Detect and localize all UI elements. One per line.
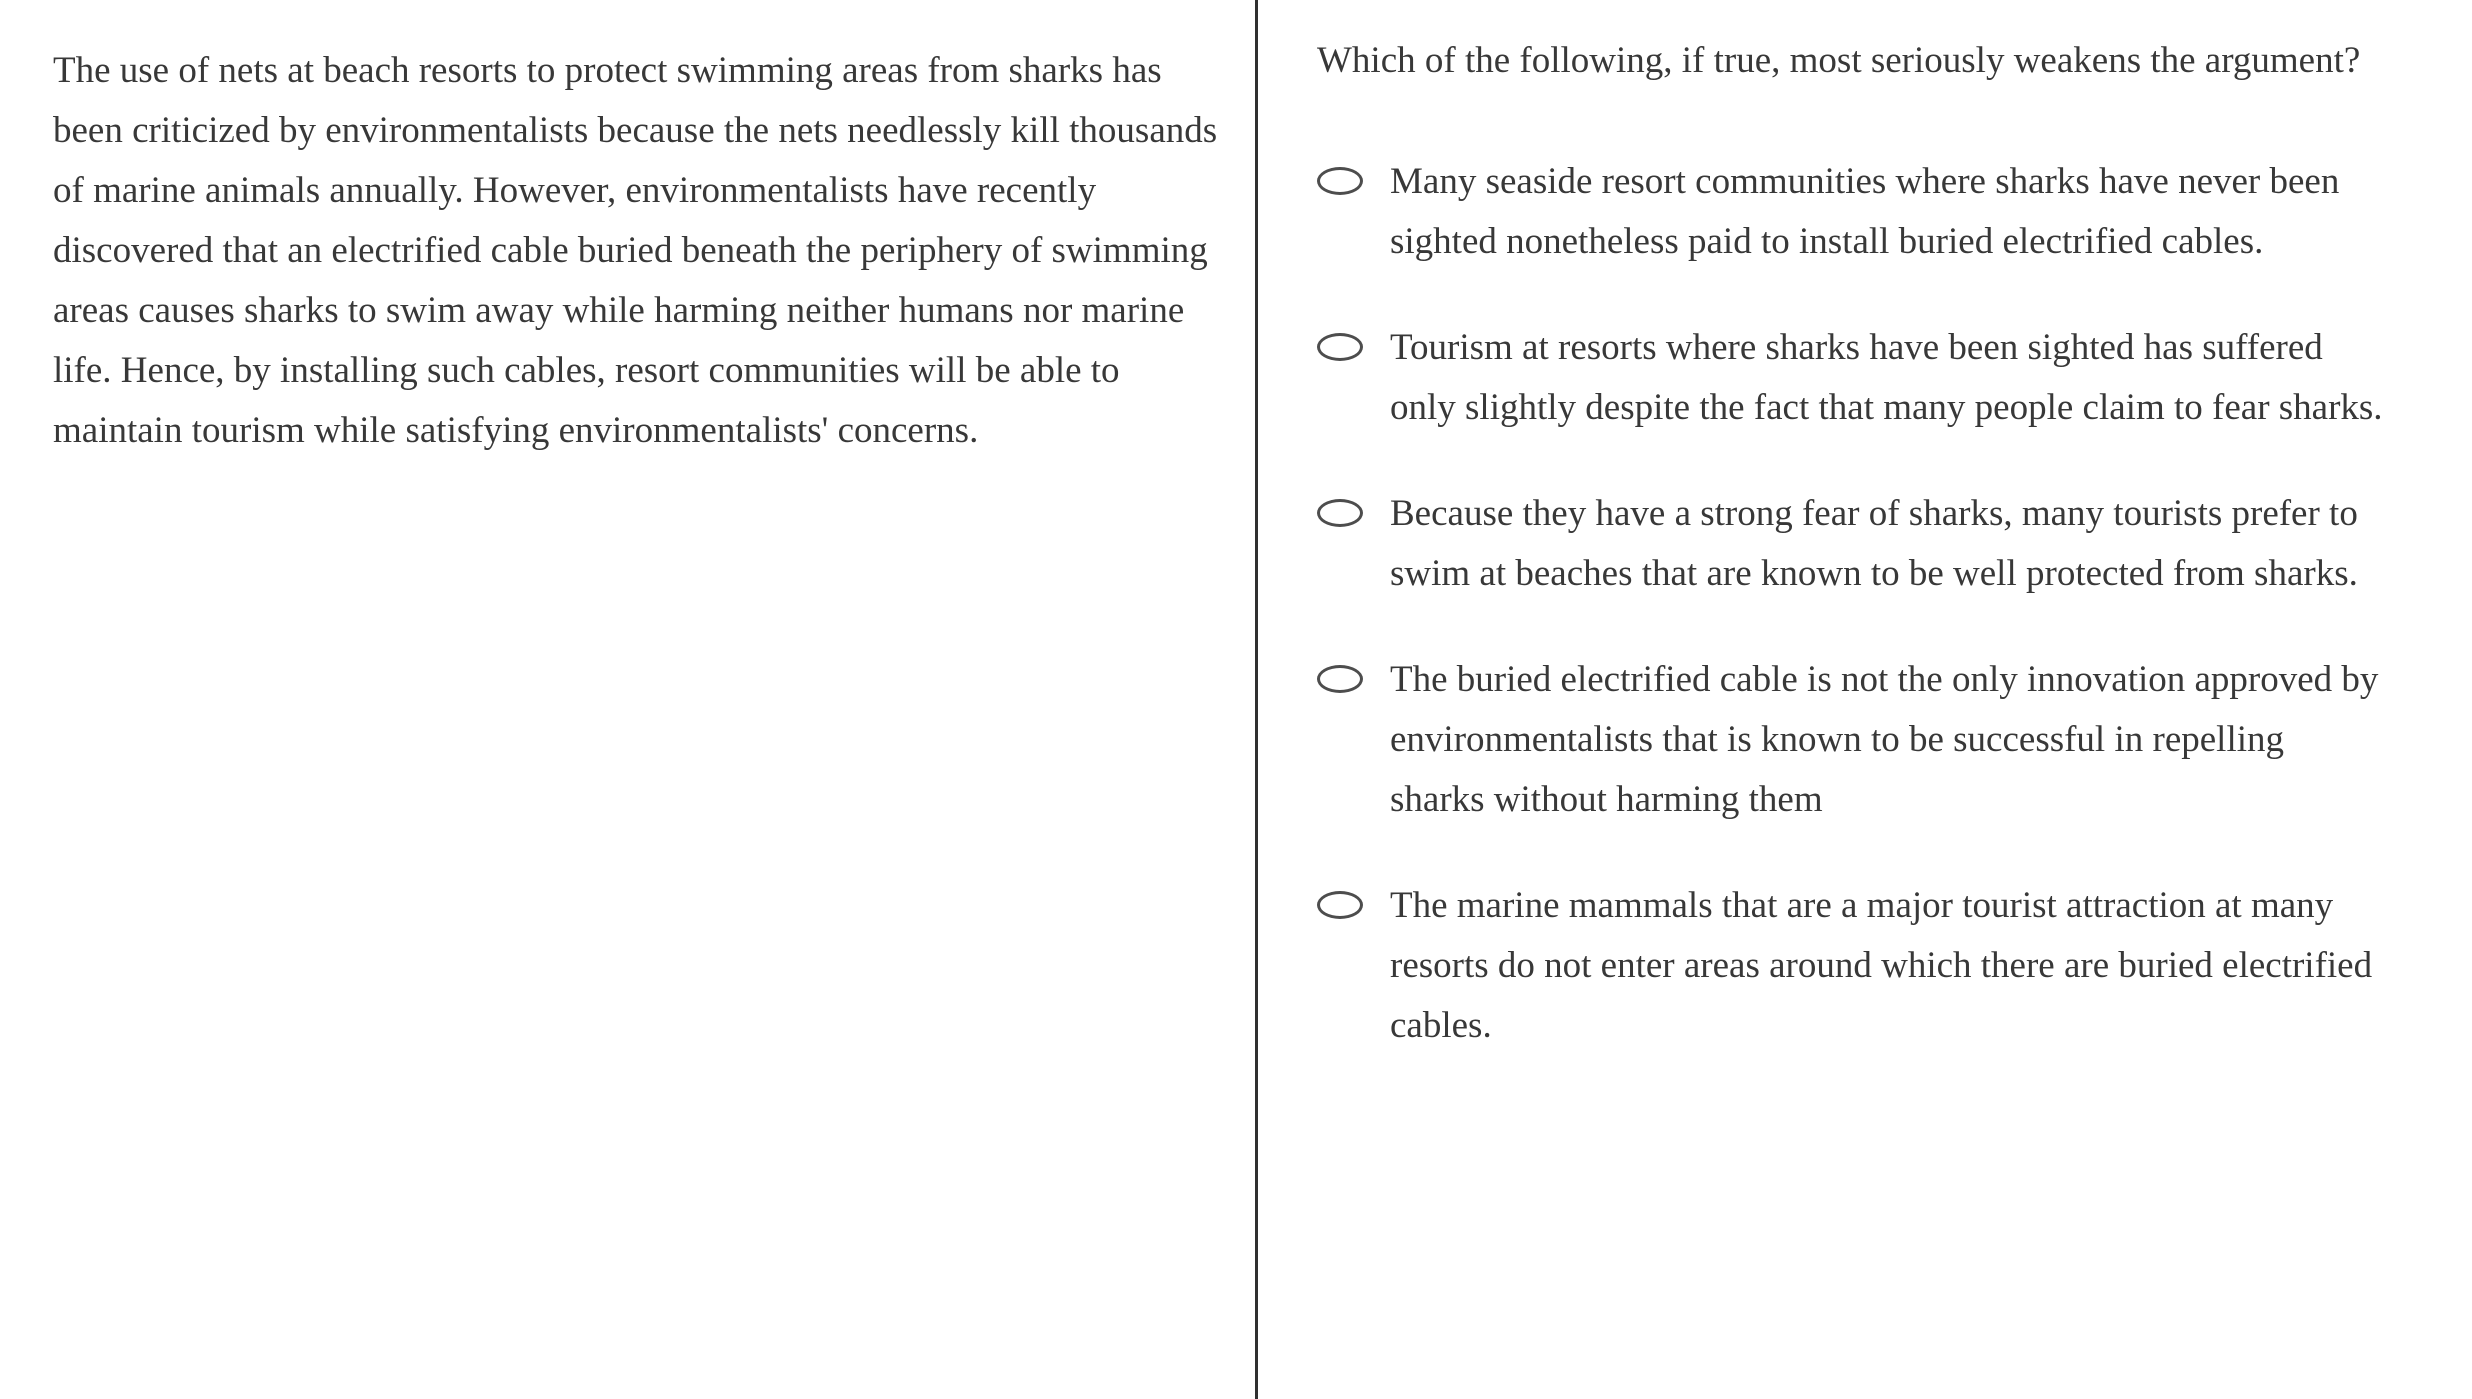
option-D[interactable] [1317, 650, 2385, 830]
option-text: Tourism at resorts where sharks have been sighted has suffered only slightly despite the fact that many people claim to fear sharks. [1390, 327, 2383, 428]
option-A[interactable] [1317, 152, 2385, 272]
option-C[interactable] [1317, 484, 2385, 604]
radio-button-D[interactable] [1317, 665, 1363, 693]
option-B[interactable] [1317, 318, 2385, 438]
radio-button-A[interactable] [1317, 167, 1363, 195]
passage-text: The use of nets at beach resorts to protect swimming areas from sharks has been criticized by environmentalists because the nets needlessly kill thousands of marine animals annually. However, environmentalists have recently discovered that an electrified cable buried beneath the periphery of swimming areas causes sharks to swim away while harming neither humans nor marine life. Hence, by installing such cables, resort communities will be able to maintain tourism while satisfying environmentalists' concerns. [53, 50, 1218, 451]
radio-button-C[interactable] [1317, 499, 1363, 527]
option-text: Many seaside resort communities where sharks have never been sighted nonetheless paid to install buried electrified cables. [1390, 161, 2340, 262]
radio-button-E[interactable] [1317, 891, 1363, 919]
options-list [1317, 152, 2472, 1056]
radio-button-B[interactable] [1317, 333, 1363, 361]
option-E[interactable] [1317, 876, 2385, 1056]
option-text: The marine mammals that are a major tourist attraction at many resorts do not enter areas around which there are buried electrified cables. [1390, 885, 2373, 1046]
question-text: Which of the following, if true, most seriously weakens the argument? [1317, 40, 2361, 81]
option-text: Because they have a strong fear of sharks, many tourists prefer to swim at beaches that are known to be well protected from sharks. [1390, 493, 2358, 594]
option-text: The buried electrified cable is not the only innovation approved by environmentalists that is known to be successful in repelling sharks without harming them [1390, 659, 2379, 820]
question-pane [1258, 0, 2472, 1399]
